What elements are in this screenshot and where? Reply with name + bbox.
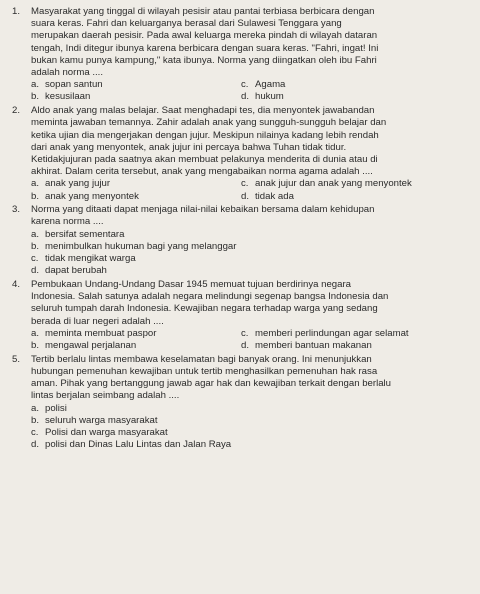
question-2 xyxy=(12,105,460,203)
stem-line: aman. Pihak yang bertanggung jawab agar hak dan kewajiban terkait dengan berlalu xyxy=(31,378,392,390)
option-text: sopan santun xyxy=(45,79,103,91)
stem-line: Pembukaan Undang-Undang Dasar 1945 memuat tujuan berdirinya negara xyxy=(31,278,351,290)
option-c[interactable] xyxy=(241,178,460,190)
option-d[interactable] xyxy=(241,91,460,103)
question-body xyxy=(31,105,460,203)
option-text: polisi dan Dinas Lalu Lintas dan Jalan Raya xyxy=(45,439,232,451)
option-letter: b. xyxy=(31,91,40,103)
option-text: bersifat sementara xyxy=(45,228,125,240)
option-text: hukum xyxy=(255,91,284,103)
stem-line: Norma yang ditaati dapat menjaga nilai-nilai kebaikan bersama dalam kehidupan xyxy=(31,204,375,216)
option-text: tidak ada xyxy=(255,190,294,202)
option-c[interactable] xyxy=(31,253,460,265)
answer-options xyxy=(31,229,460,278)
option-d[interactable] xyxy=(31,265,460,277)
option-c[interactable] xyxy=(241,79,460,91)
stem-line: ketika ujian dia mengerjakan dengan jujur. Meskipun nilainya kadang lebih rendah xyxy=(31,129,379,141)
option-letter: d. xyxy=(241,190,250,202)
option-letter: c. xyxy=(31,426,39,438)
option-letter: a. xyxy=(31,178,40,190)
answer-options xyxy=(31,328,460,352)
stem-line: hubungan pemenuhan kewajiban untuk tertib menghasilkan pemenuhan hak rasa xyxy=(31,365,378,377)
stem-line: adalah norma .... xyxy=(31,67,103,79)
option-letter: d. xyxy=(241,91,250,103)
option-text: tidak mengikat warga xyxy=(45,253,136,265)
answer-options xyxy=(31,178,460,202)
question-3 xyxy=(12,204,460,277)
option-letter: c. xyxy=(31,253,39,265)
option-letter: a. xyxy=(31,79,40,91)
option-letter: d. xyxy=(31,439,40,451)
stem-line: tengah, Indi ditegur ibunya karena berbicara dengan suara keras. "Fahri, ingat! Ini xyxy=(31,42,379,54)
option-text: anak yang jujur xyxy=(45,178,111,190)
stem-line: Aldo anak yang malas belajar. Saat menghadapi tes, dia menyontek jawabandan xyxy=(31,105,375,117)
option-letter: a. xyxy=(31,402,40,414)
question-5 xyxy=(12,354,460,452)
option-d[interactable] xyxy=(241,340,460,352)
option-a[interactable] xyxy=(31,79,241,91)
option-c[interactable] xyxy=(241,328,460,340)
question-4 xyxy=(12,279,460,352)
question-body xyxy=(31,204,460,277)
stem-line: bukan kamu punya kampung," kata ibunya. Norma yang diingatkan oleh ibu Fahri xyxy=(31,54,377,66)
option-letter: b. xyxy=(31,240,40,252)
option-letter: c. xyxy=(241,327,249,339)
option-letter: a. xyxy=(31,228,40,240)
option-text: memberi perlindungan agar selamat xyxy=(255,327,409,339)
option-a[interactable] xyxy=(31,229,460,241)
question-body xyxy=(31,279,460,352)
option-letter: b. xyxy=(31,190,40,202)
question-number: 4. xyxy=(12,278,21,290)
option-text: Agama xyxy=(255,79,286,91)
stem-line: seluruh tumpah darah Indonesia. Kewajiban negara terhadap warga yang sedang xyxy=(31,303,378,315)
question-number: 1. xyxy=(12,6,21,17)
stem-line: meminta jawaban temannya. Zahir adalah anak yang sungguh-sungguh belajar dan xyxy=(31,117,387,129)
answer-options xyxy=(31,79,460,103)
option-text: dapat berubah xyxy=(45,265,107,277)
option-letter: b. xyxy=(31,414,40,426)
option-letter: d. xyxy=(31,265,40,277)
option-text: anak jujur dan anak yang menyontek xyxy=(255,178,412,190)
option-b[interactable] xyxy=(31,241,460,253)
option-text: polisi xyxy=(45,402,67,414)
option-text: kesusilaan xyxy=(45,91,91,103)
question-body xyxy=(31,6,460,104)
option-text: mengawal perjalanan xyxy=(45,339,137,351)
option-letter: c. xyxy=(241,79,249,91)
question-number: 3. xyxy=(12,204,21,216)
option-a[interactable] xyxy=(31,403,460,415)
stem-line: suara keras. Fahri dan keluarganya berasal dari Sulawesi Tenggara yang xyxy=(31,18,342,30)
stem-line: lintas berjalan seimbang adalah .... xyxy=(31,390,180,402)
option-text: menimbulkan hukuman bagi yang melanggar xyxy=(45,240,237,252)
option-text: memberi bantuan makanan xyxy=(255,339,372,351)
option-d[interactable] xyxy=(31,439,460,451)
option-a[interactable] xyxy=(31,328,241,340)
question-stem xyxy=(31,354,460,403)
stem-line: Ketidakjujuran pada saatnya akan membuat pelakunya menderita di dunia atau di xyxy=(31,153,378,165)
option-letter: a. xyxy=(31,327,40,339)
stem-line: Tertib berlalu lintas membawa keselamatan bagi banyak orang. Ini menunjukkan xyxy=(31,353,372,365)
question-stem xyxy=(31,279,460,328)
stem-line: Masyarakat yang tinggal di wilayah pesisir atau pantai terbiasa berbicara dengan xyxy=(31,6,375,17)
question-stem xyxy=(31,204,460,228)
question-number: 5. xyxy=(12,353,21,365)
question-number: 2. xyxy=(12,105,21,117)
option-b[interactable] xyxy=(31,415,460,427)
option-text: Polisi dan warga masyarakat xyxy=(45,426,168,438)
question-1 xyxy=(12,6,460,104)
question-stem xyxy=(31,105,460,178)
stem-line: Indonesia. Salah satunya adalah negara melindungi segenap bangsa Indonesia dan xyxy=(31,291,389,303)
option-b[interactable] xyxy=(31,340,241,352)
question-body xyxy=(31,354,460,452)
option-letter: d. xyxy=(241,339,250,351)
stem-line: merupakan daerah pesisir. Pada awal keluarga mereka pindah di wilayah dataran xyxy=(31,30,378,42)
option-text: meminta membuat paspor xyxy=(45,327,157,339)
question-stem xyxy=(31,6,460,79)
option-text: seluruh warga masyarakat xyxy=(45,414,158,426)
option-text: anak yang menyontek xyxy=(45,190,139,202)
option-d[interactable] xyxy=(241,191,460,203)
option-letter: c. xyxy=(241,178,249,190)
answer-options xyxy=(31,403,460,452)
stem-line: berada di luar negeri adalah .... xyxy=(31,315,164,327)
stem-line: karena norma .... xyxy=(31,216,104,228)
option-b[interactable] xyxy=(31,191,241,203)
stem-line: akhirat. Dalam cerita tersebut, anak yang mengabaikan norma agama adalah .... xyxy=(31,166,373,178)
stem-line: dari anak yang menyontek, anak jujur ini percaya bahwa Tuhan tidak tidur. xyxy=(31,141,347,153)
option-c[interactable] xyxy=(31,427,460,439)
option-a[interactable] xyxy=(31,178,241,190)
option-b[interactable] xyxy=(31,91,241,103)
option-letter: b. xyxy=(31,339,40,351)
